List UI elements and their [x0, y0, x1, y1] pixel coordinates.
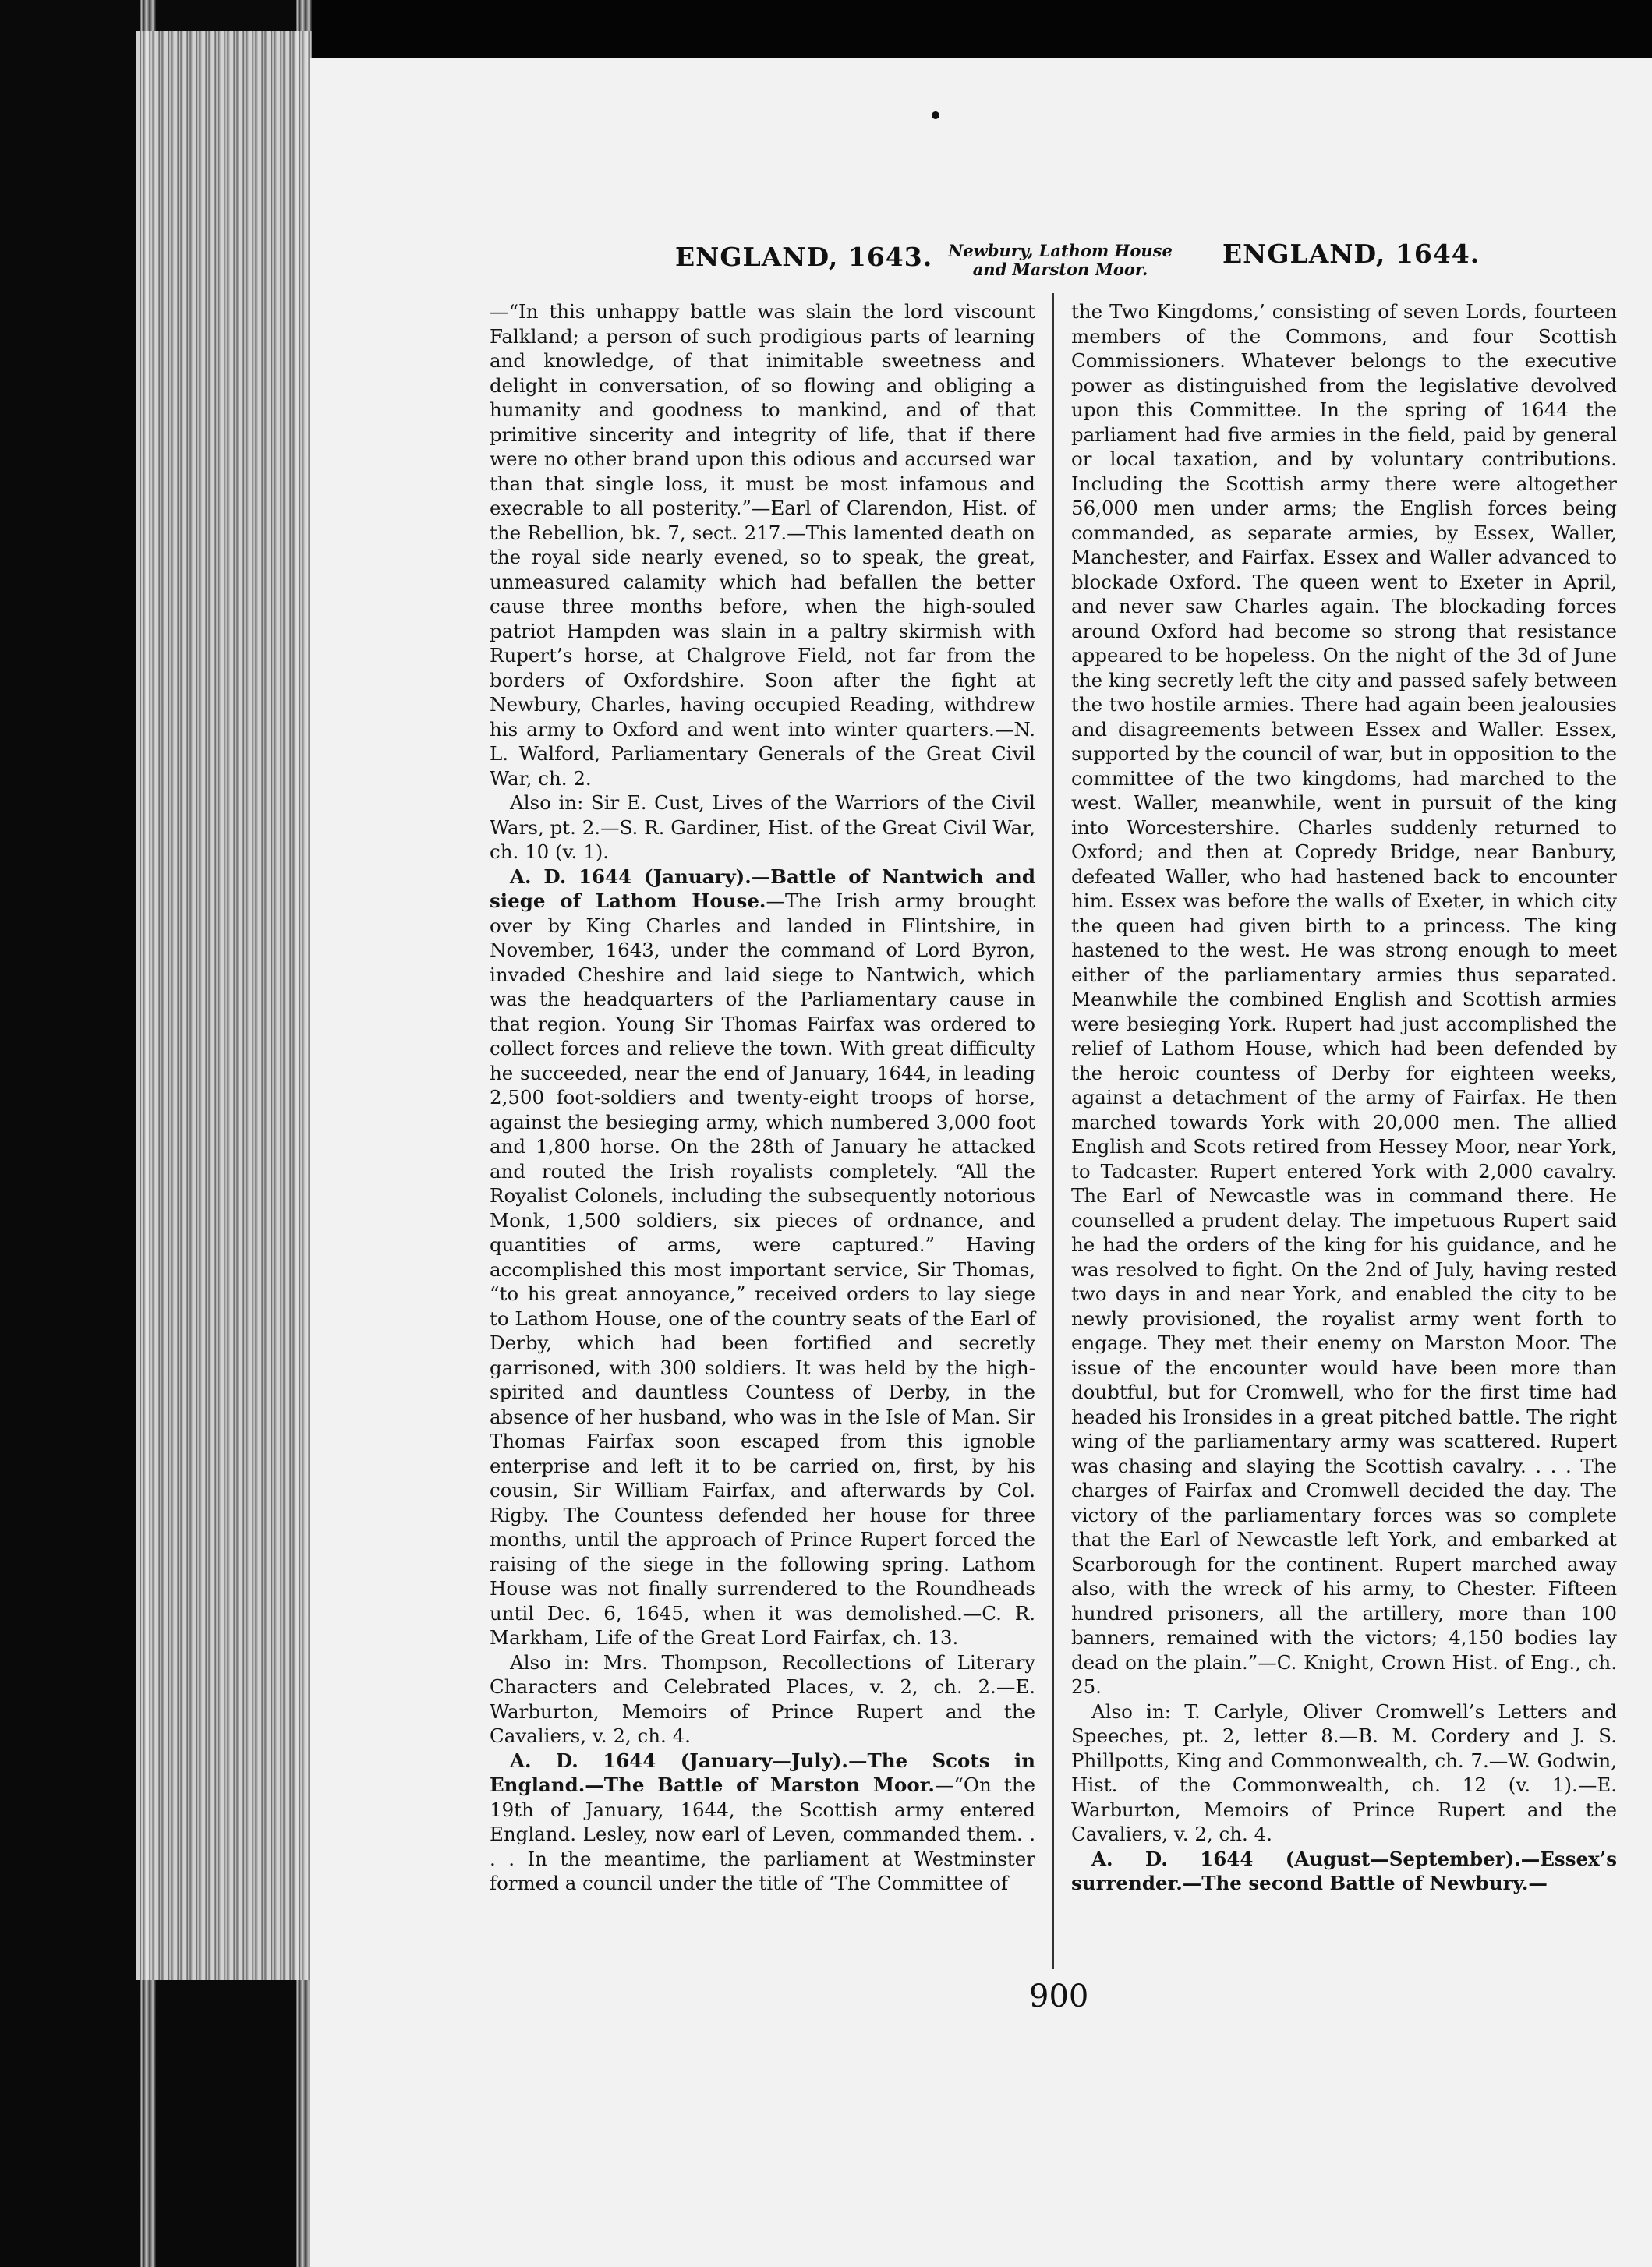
also-in-paragraph: Also in: Mrs. Thompson, Recollections of Literary Characters and Celebrated Places, v. 2, ch. 2.—E. Warburton, Memoirs of Prince Rupert and the Cavaliers, v. 2, ch. 4. [490, 1650, 1035, 1747]
column-divider [1052, 293, 1054, 1969]
page-number: 900 [1029, 1979, 1089, 2014]
entry-body: —The Irish army brought over by King Charles and landed in Flintshire, in November, 1643, under the command of Lord Byron, invaded Cheshire and laid siege to Nantwich, which was the headquarters of the Parliamentary cause in that region. Young Sir Thomas Fairfax was ordered to collect forces and relieve the town. With great difficulty he succeeded, near the end of January, 1644, in leading 2,500 foot-soldiers and twenty-eight troops of horse, against the besieging army, which numbered 3,000 foot and 1,800 horse. On the 28th of January he attacked and routed the Irish royalists completely. “All the Royalist Colonels, including the subsequently notorious Monk, 1,500 soldiers, six pieces of ordnance, and quantities of arms, were captured.” Having accomplished this most important service, Sir Thomas, “to his great annoyance,” received orders to lay siege to Lathom House, one of the country seats of the Earl of Derby, which had been fortified and secretly garrisoned, with 300 soldiers. It was held by the high-spirited and dauntless Countess of Derby, in the absence of her husband, who was in the Isle of Man. Sir Thomas Fairfax soon escaped from this ignoble enterprise and left it to be carried on, first, by his cousin, Sir William Fairfax, and afterwards by Col. Rigby. The Countess defended her house for three months, until the approach of Prince Rupert forced the raising of the siege in the following spring. Lathom House was not finally surrendered to the Roundheads until Dec. 6, 1645, when it was demolished.—C. R. Markham, Life of the Great Lord Fairfax, ch. 13. [490, 889, 1035, 1649]
falkland-paragraph: —“In this unhappy battle was slain the lord viscount Falkland; a person of such prodigious parts of learning and knowledge, of that inimitable sweetness and delight in conversation, of so flowing and obliging a humanity and goodness to mankind, and of that primitive sincerity and integrity of life, that if there were no other brand upon this odious and accursed war than that single loss, it must be most infamous and execrable to all posterity.”—Earl of Clarendon, Hist. of the Rebellion, bk. 7, sect. 217.—This lamented death on the royal side nearly evened, so to speak, the great, unmeasured calamity which had befallen the better cause three months before, when the high-souled patriot Hampden was slain in a paltry skirmish with Rupert’s horse, at Chalgrove Field, not far from the borders of Oxfordshire. Soon after the fight at Newbury, Charles, having occupied Reading, withdrew his army to Oxford and went into winter quarters.—N. L. Walford, Parliamentary Generals of the Great Civil War, ch. 2. [490, 300, 1035, 790]
right-column [1071, 299, 1617, 1896]
running-header-right: ENGLAND, 1644. [1222, 239, 1480, 269]
nantwich-entry [490, 865, 1035, 1650]
left-column [490, 299, 1035, 1896]
header-center-line-2: and Marston Moor. [972, 260, 1148, 279]
marston-moor-entry [490, 1749, 1035, 1896]
also-in-paragraph: Also in: Sir E. Cust, Lives of the Warriors of the Civil Wars, pt. 2.—S. R. Gardiner, Hist. of the Great Civil War, ch. 10 (v. 1). [490, 791, 1035, 863]
entry-heading: A. D. 1644 (January).—Battle of Nantwich and siege of Lathom House. [490, 865, 1035, 912]
header-center-line-1: Newbury, Lathom House [948, 241, 1173, 260]
entry-heading: A. D. 1644 (January—July).—The Scots in England.—The Battle of Marston Moor. [490, 1749, 1035, 1796]
also-in-paragraph: Also in: T. Carlyle, Oliver Cromwell’s Letters and Speeches, pt. 2, letter 8.—B. M. Cordery and J. S. Phillpotts, King and Commonwealth, ch. 7.—W. Godwin, Hist. of the Commonwealth, ch. 12 (v. 1).—E. Warburton, Memoirs of Prince Rupert and the Cavaliers, v. 2, ch. 4. [1071, 1699, 1617, 1845]
entry-body: —“On the 19th of January, 1644, the Scottish army entered England. Lesley, now earl of Leven, commanded them. . . . In the meantime, the parliament at Westminster formed a council under the title of ‘The Committee of [490, 1774, 1035, 1894]
page-edges [136, 31, 312, 1980]
running-header-left: ENGLAND, 1643. [675, 242, 933, 272]
ink-dot [932, 111, 939, 119]
essex-surrender-entry [1071, 1847, 1617, 1896]
entry-heading: A. D. 1644 (August—September).—Essex’s surrender.—The second Battle of Newbury.— [1071, 1847, 1617, 1894]
committee-paragraph: the Two Kingdoms,’ consisting of seven Lords, fourteen members of the Commons, and four Scottish Commissioners. Whatever belongs to the executive power as distinguished from the legislative devolved upon this Committee. In the spring of 1644 the parliament had five armies in the field, paid by general or local taxation, and by voluntary contributions. Including the Scottish army there were altogether 56,000 men under arms; the English forces being commanded, as separate armies, by Essex, Waller, Manchester, and Fairfax. Essex and Waller advanced to blockade Oxford. The queen went to Exeter in April, and never saw Charles again. The blockading forces around Oxford had become so strong that resistance appeared to be hopeless. On the night of the 3d of June the king secretly left the city and passed safely between the two hostile armies. There had again been jealousies and disagreements between Essex and Waller. Essex, supported by the council of war, but in opposition to the committee of the two kingdoms, had marched to the west. Waller, meanwhile, went in pursuit of the king into Worcestershire. Charles suddenly returned to Oxford; and then at Copredy Bridge, near Banbury, defeated Waller, who had hastened back to encounter him. Essex was before the walls of Exeter, in which city the queen had given birth to a princess. The king hastened to the west. He was strong enough to meet either of the parliamentary armies thus separated. Meanwhile the combined English and Scottish armies were besieging York. Rupert had just accomplished the relief of Lathom House, which had been defended by the heroic countess of Derby for eighteen weeks, against a detachment of the army of Fairfax. He then marched towards York with 20,000 men. The allied English and Scots retired from Hessey Moor, near York, to Tadcaster. Rupert entered York with 2,000 cavalry. The Earl of Newcastle was in command there. He counselled a prudent delay. The impetuous Rupert said he had the orders of the king for his guidance, and he was resolved to fight. On the 2nd of July, having rested two days in and near York, and enabled the city to be newly provisioned, the royalist army went forth to engage. They met their enemy on Marston Moor. The issue of the encounter would have been more than doubtful, but for Cromwell, who for the first time had headed his Ironsides in a great pitched battle. The right wing of the parliamentary army was scattered. Rupert was chasing and slaying the Scottish cavalry. . . . The charges of Fairfax and Cromwell decided the day. The victory of the parliamentary forces was so complete that the Earl of Newcastle left York, and embarked at Scarborough for the continent. Rupert marched away also, with the wreck of his army, to Chester. Fifteen hundred prisoners, all the artillery, more than 100 banners, remained with the victors; 4,150 bodies lay dead on the plain.”—C. Knight, Crown Hist. of Eng., ch. 25. [1071, 300, 1617, 1698]
running-header-center [932, 242, 1189, 279]
